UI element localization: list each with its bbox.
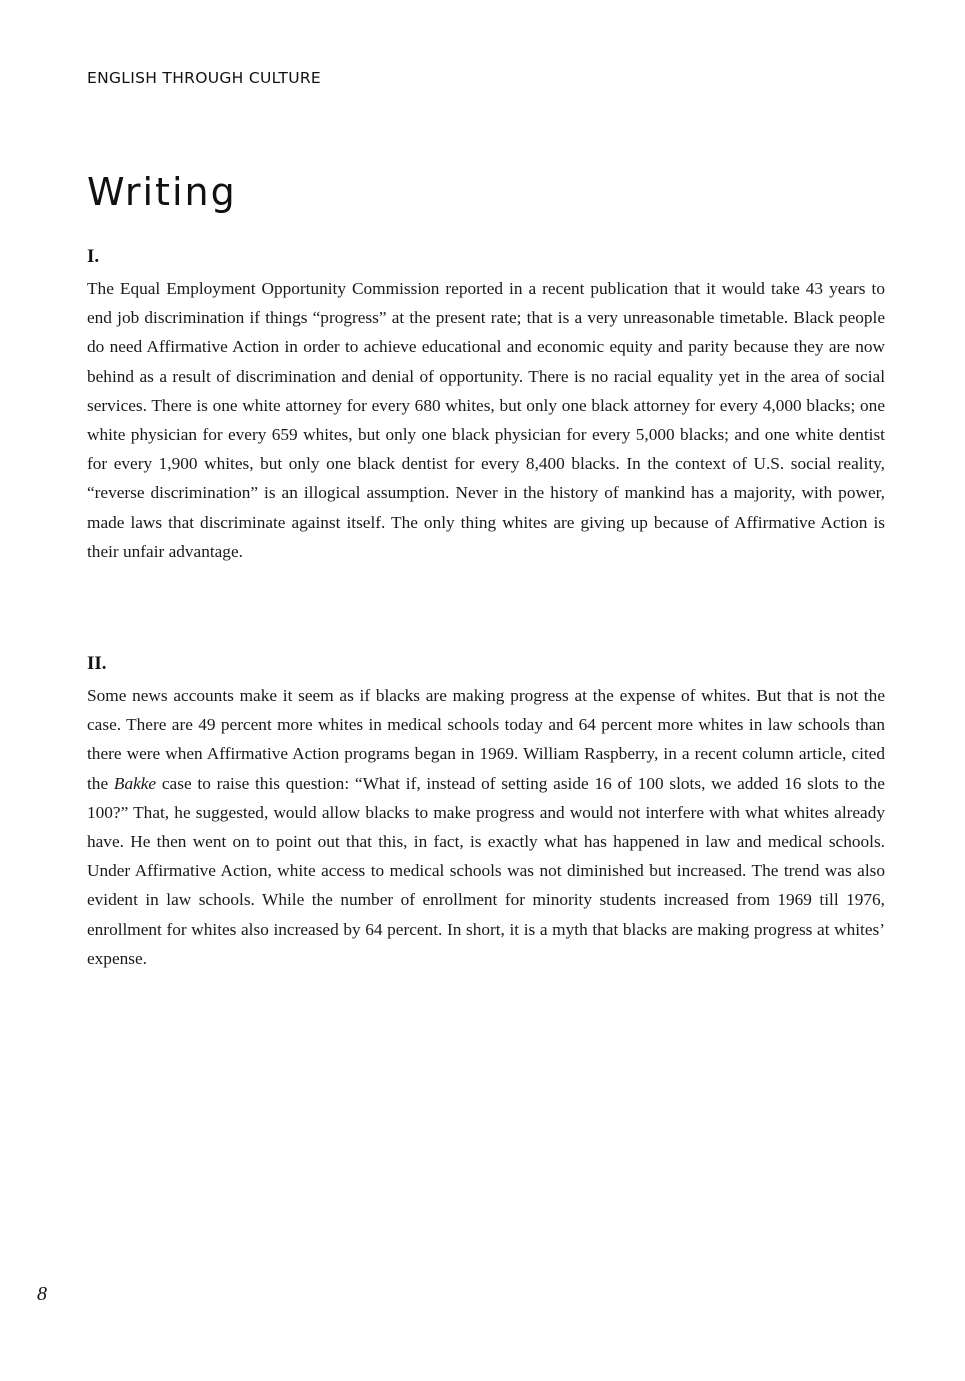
paragraph: The Equal Employment Opportunity Commission reported in a recent publication that it would take 43 years to end job discrimination if things “progress” at the present rate; that is a very unreasonable timetable. Black people do need Affirmative Action in order to achieve educational and economic equity and parity because they are now behind as a result of discrimination and denial of opportunity. There is no racial equality yet in the area of social services. There is one white attorney for every 680 whites, but only one black attorney for every 4,000 blacks; one white physician for every 659 whites, but only one black physician for every 5,000 blacks; and one white dentist for every 1,900 whites, but only one black dentist for every 8,400 blacks. In the context of U.S. social reality, “reverse discrimination” is an illogical assumption. Never in the history of mankind has a majority, with power, made laws that discriminate against itself. The only thing whites are giving up because of Affirmative Action is their unfair advantage.: [87, 279, 885, 561]
writing-part-1: [87, 244, 885, 566]
paragraph-text-after: case to raise this question: “What if, instead of setting aside 16 of 100 slots, we added 16 slots to the 100?” That, he suggested, would allow blacks to make progress and would not interfere with what whites already have. He then went on to point out that this, in fact, is exactly what has happened in law and medical schools. Under Affirmative Action, white access to medical schools was not diminished but increased. The trend was also evident in law schools. While the number of enrollment for minority students increased from 1969 till 1976, enrollment for whites also increased by 64 percent. In short, it is a myth that blacks are making progress at whites’ expense.: [87, 773, 885, 968]
section-title: Writing: [87, 170, 237, 214]
paragraph: [87, 681, 885, 973]
paragraph-text-before: Some news accounts make it seem as if blacks are making progress at the expense of whites. But that is not the case. There are 49 percent more whites in medical schools today and 64 percent more whites in law schools than there were when Affirmative Action programs began in 1969. William Raspberry, in a recent column article, cited the: [87, 686, 885, 793]
running-head: ENGLISH THROUGH CULTURE: [87, 69, 322, 87]
case-name-emphasis: Bakke: [113, 773, 157, 793]
part-label: II.: [87, 653, 107, 674]
writing-part-2: [87, 651, 885, 973]
page-number: 8: [37, 1283, 47, 1305]
part-label: I.: [87, 246, 100, 267]
